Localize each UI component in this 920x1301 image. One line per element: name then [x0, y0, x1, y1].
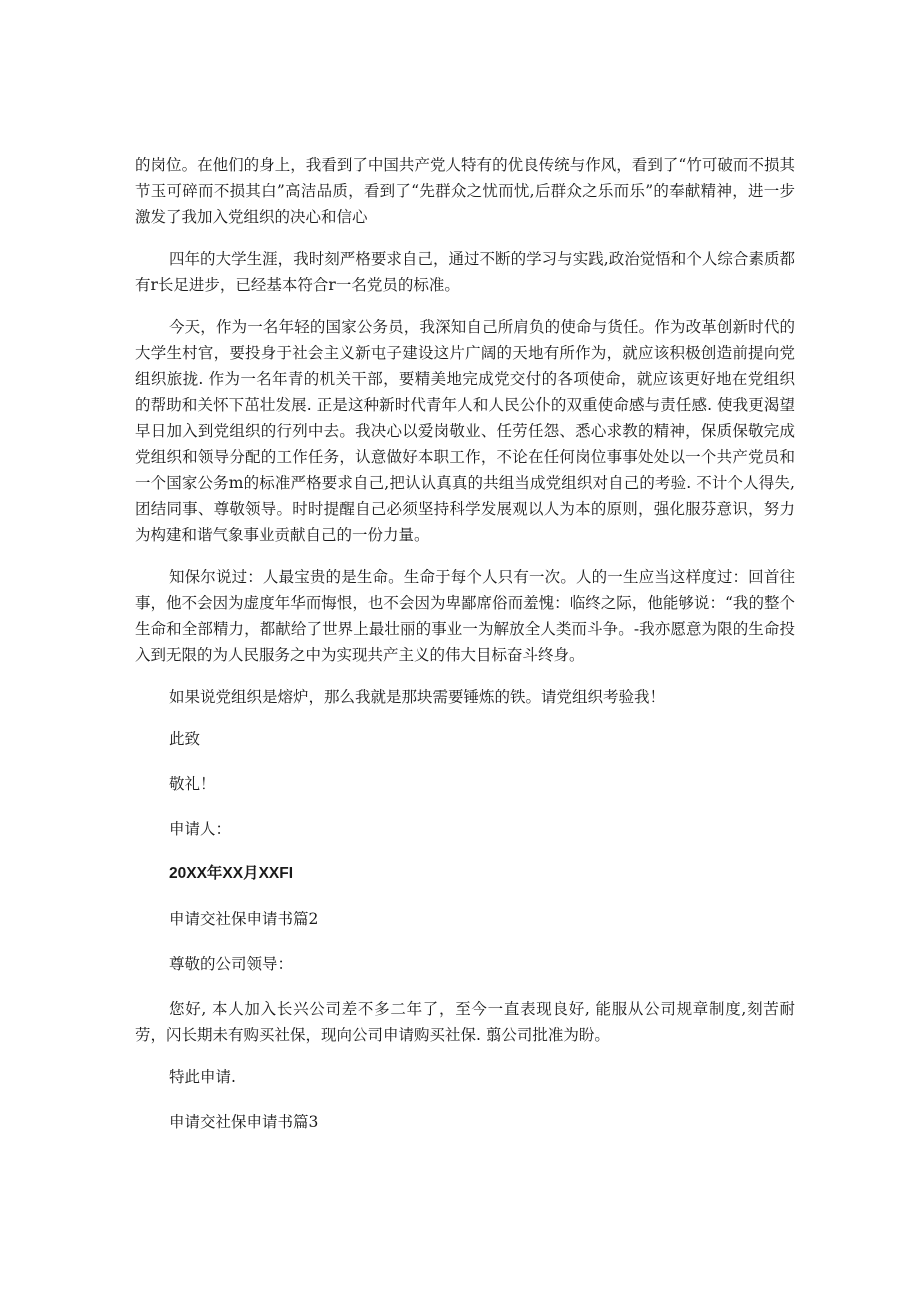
closing-applicant: 申请人： — [169, 820, 232, 838]
section2-body: 您好, 本人加入长兴公司差不多二年了，至今一直表现良好, 能服从公司规章制度,刻苦耐劳，闪长期未有购买社保，现向公司申请购买社保. 翦公司批准为盼。 — [135, 1000, 795, 1044]
paragraph-continuation: 的岗位。在他们的身上，我看到了中国共产党人特有的优良传统与作风，看到了“竹可破而不损其节玉可碎而不损其白”高洁品质，看到了“先群众之忧而忧,后群众之乐而乐”的奉献精神，进一步激发了我加入党组织的决心和信心 — [135, 156, 795, 226]
closing-date: 20XX年XX月XXFI — [169, 865, 294, 882]
closing-regards: 敬礼！ — [169, 775, 216, 793]
section2-end: 特此申请. — [169, 1068, 236, 1086]
paragraph-civil-servant: 今天，作为一名年轻的国家公务员，我深知自己所肩负的使命与货任。作为改革创新时代的大学生村官，要投身于社会主义新屯子建设这片广阔的天地有所作为，就应该积极创造前提向党组织旅拢. 作为一名年青的机关干部，要精美地完成党交付的各项使命，就应该更好地在党组织的帮助和关怀下茁壮发展. 正是这种新时代青年人和人民公仆的双重使命感与责任感. 使我更渴望早日加入到党组织的行列中去。我决心以爱岗敬业、任劳任怨、悉心求教的精神，保质保敬完成党组织和领导分配的工作任务，认意做好本职工作，不论在任何岗位事事处处以一个共产党员和一个国家公务m的标准严格要求自己,把认认真真的共组当成党组织对自己的考验. 不计个人得失, 团结同事、尊敬领导。时时提醒自己必须坚持科学发展观以人为本的原则，强化服芬意识，努力为构建和谐气象事业贡献自己的一份力量。 — [135, 318, 795, 544]
section2-greeting: 尊敬的公司领导： — [169, 955, 294, 973]
paragraph-university: 四年的大学生涯，我时刻严格要求自己，通过不断的学习与实践,政治觉悟和个人综合素质都有r长足进步，已经基本符合r一名党员的标准。 — [135, 250, 795, 294]
paragraph-quote: 知保尔说过：人最宝贵的是生命。生命于每个人只有一次。人的一生应当这样度过：回首往事，他不会因为虚度年华而悔恨，也不会因为卑鄙席俗而羞愧：临终之际，他能够说：“我的整个生命和全部精力，都献给了世界上最壮丽的事业一为解放全人类而斗争。-我亦愿意为限的生命投入到无限的为人民服务之中为实现共产主义的伟大目标奋斗终身。 — [135, 568, 795, 664]
section3-title: 申请交社保申请书篇3 — [169, 1113, 319, 1131]
section2-title: 申请交社保申请书篇2 — [169, 910, 319, 928]
closing-salutation: 此致 — [169, 730, 201, 748]
paragraph-furnace: 如果说党组织是熔炉，那么我就是那块需要锤炼的铁。请党组织考验我！ — [169, 688, 666, 706]
document-body — [135, 152, 795, 1154]
